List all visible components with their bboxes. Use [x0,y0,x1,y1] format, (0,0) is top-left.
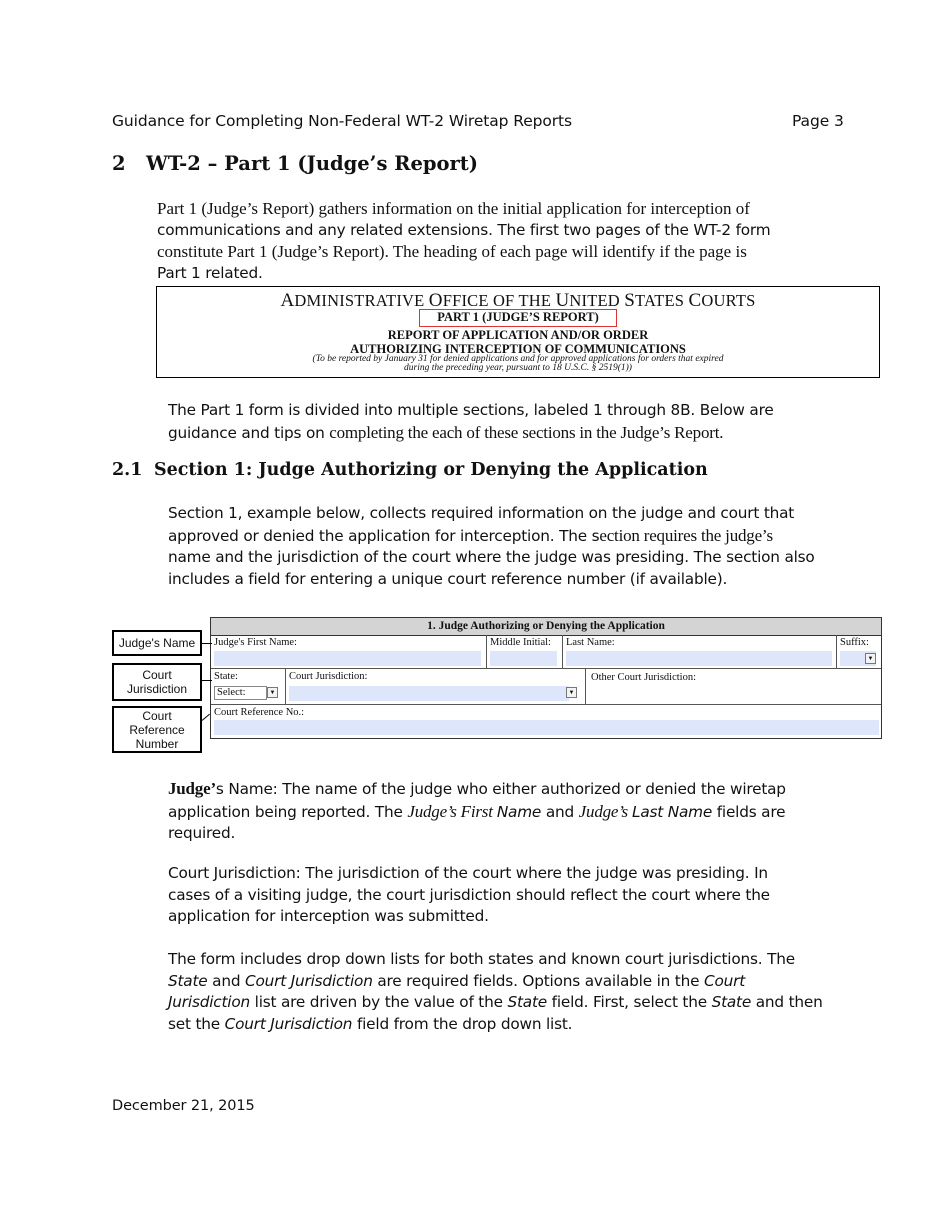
court-reference-cell [211,705,881,738]
dropdown-line-2 [168,971,868,993]
judge-name-and: and [541,802,579,821]
part1-line-2b: completing the each of these sections in the Judge’s Report. [329,422,724,442]
callout-judges-name [112,630,202,656]
court-jur-line-3: application for interception was submitted. [168,907,489,925]
dropdown-court-jur-term-2: Court Jurisdiction [224,1014,353,1033]
state-select[interactable] [214,686,267,700]
judge-name-line-1 [168,778,868,801]
callout-court-reference-line-3: Number [135,736,179,751]
banner-word-office: FFICE OF THE [442,291,556,310]
suffix-dropdown-arrow-icon[interactable]: ▼ [865,653,876,664]
callout-court-jurisdiction [112,663,202,701]
part1-banner [156,286,880,378]
dropdown-line-3-end: and then [751,993,823,1011]
banner-word-states: TATES [634,291,689,310]
dropdown-line-4 [168,1014,868,1036]
s21-line-2b: ection requires the judge’s [599,525,773,545]
dropdown-line-4a: set the [168,1014,225,1033]
section-2-1-title: Section 1: Judge Authorizing or Denying the Application [154,460,708,480]
judge-first-name-term-a: Judge’s First [407,801,497,821]
callout-judges-name-text: Judge's Name [118,636,196,650]
court-reference-label: Court Reference No.: [214,707,305,718]
banner-letter-o: O [428,290,443,311]
section-1-form [210,617,882,739]
banner-line-4: AUTHORIZING INTERCEPTION OF COMMUNICATIONS [350,342,686,356]
callout-judges-name-connector [202,643,212,644]
judge-name-line-2-end: fields are [712,802,786,821]
dropdown-court-term: Court [703,971,746,990]
middle-initial-label: Middle Initial: [490,637,551,648]
section-2-intro [157,198,857,284]
judge-name-line-3: required. [168,824,236,842]
s21-line-1: Section 1, example below, collects required information on the judge and court that [168,504,795,522]
state-dropdown-arrow-icon[interactable]: ▼ [267,687,278,698]
other-jurisdiction-cell [586,669,881,705]
judge-first-name-term-b: Name [496,802,542,821]
judge-name-lead-rest: s Name: [215,780,278,798]
callout-court-reference-line-1: Court [142,708,172,723]
section-2-title: WT-2 – Part 1 (Judge’s Report) [146,152,478,175]
suffix-cell [837,635,881,669]
intro-line-2-text: communications and any related extensions. The first two pages of the WT-2 form [157,220,771,239]
jurisdiction-label: Court Jurisdiction: [289,671,368,682]
banner-letter-a: A [280,290,295,311]
judge-last-name-term-b: Last Name [632,802,713,821]
middle-initial-cell [487,635,563,669]
banner-report-title [157,328,879,356]
state-select-value: Select: [217,687,246,698]
court-jurisdiction-paragraph [168,863,868,928]
judge-name-paragraph [168,778,868,845]
first-name-input[interactable] [214,651,481,666]
dropdown-line-3-mid: list are driven by the value of the [250,993,508,1011]
part1-line-1: The Part 1 form is divided into multiple sections, labeled 1 through 8B. Below are [168,401,774,419]
jurisdiction-cell [286,669,586,705]
first-name-cell [211,635,487,669]
part1-line-2a: guidance and tips on [168,423,330,442]
s21-line-2a: approved or denied the application for interception. The s [168,526,600,545]
intro-line-4: Part 1 related. [157,263,263,282]
first-name-label: Judge's First Name: [214,637,297,648]
court-jur-line-1: Court Jurisdiction: The jurisdiction of the court where the judge was presiding. In [168,864,768,882]
page-number: Page 3 [792,112,844,130]
dropdown-line-3 [168,992,868,1014]
state-cell [211,669,286,705]
dropdown-state-term-2: State [507,993,547,1011]
judge-last-name-term-a: Judge’s [578,801,632,821]
other-jurisdiction-label: Other Court Jurisdiction: [591,672,696,683]
dropdown-court-jur-term: Court Jurisdiction [245,971,373,990]
last-name-input[interactable] [566,651,832,666]
dropdown-line-2-mid: are required fields. Options available in the [372,971,704,990]
s21-line-4: includes a field for entering a unique court reference number (if available). [168,569,728,588]
dropdown-paragraph [168,949,868,1035]
suffix-label: Suffix: [840,637,869,648]
last-name-cell [563,635,837,669]
callout-court-reference-connector [202,714,210,721]
dropdown-state-term: State [168,971,208,990]
state-label: State: [214,671,238,682]
part1-line-2 [168,422,868,445]
banner-note-line-2: during the preceding year, pursuant to 18 U.S.C. § 2519(1)) [404,363,632,373]
dropdown-line-1: The form includes drop down lists for both states and known court jurisdictions. The [168,950,795,968]
form-title: 1. Judge Authorizing or Denying the Application [211,618,881,636]
banner-word-united: NITED [569,291,625,310]
last-name-label: Last Name: [566,637,615,648]
part1-sections-paragraph [168,400,868,444]
banner-part-label: PART 1 (JUDGE’S REPORT) [419,309,617,327]
jurisdiction-dropdown-arrow-icon[interactable]: ▼ [566,687,577,698]
judge-name-bold-lead: Judge’ [168,779,216,798]
banner-note-line-1: (To be reported by January 31 for denied applications and for approved applications for orders that expired [312,354,724,364]
callout-court-jurisdiction-line-2: Jurisdiction [126,682,188,696]
intro-line-3: constitute Part 1 (Judge’s Report). The heading of each page will identify if the page is [157,242,747,261]
section-2-1-number: 2.1 [112,460,143,480]
running-header-title: Guidance for Completing Non-Federal WT-2 Wiretap Reports [112,112,572,130]
court-jur-line-2: cases of a visiting judge, the court jurisdiction should reflect the court where the [168,885,770,904]
judge-name-line-2a: application being reported. The [168,802,408,821]
dropdown-and: and [207,971,246,990]
s21-line-2 [168,525,868,548]
middle-initial-input[interactable] [490,651,557,666]
callout-court-jurisdiction-line-1: Court [142,668,172,682]
intro-line-1: Part 1 (Judge’s Report) gathers information on the initial application for interception of [157,199,750,218]
banner-line-3: REPORT OF APPLICATION AND/OR ORDER [387,328,649,342]
s21-line-3: name and the jurisdiction of the court where the judge was presiding. The section also [168,548,815,566]
dropdown-jurisdiction-term: Jurisdiction [168,993,250,1011]
banner-letter-c: C [688,290,702,311]
banner-word-administrative: DMINISTRATIVE [294,291,429,310]
footer-date: December 21, 2015 [112,1098,255,1114]
intro-line-2 [157,220,857,242]
banner-word-courts: OURTS [701,291,756,310]
dropdown-line-4b: field from the drop down list. [352,1014,573,1033]
judge-name-line-1-rest: The name of the judge who either authorized or denied the wiretap [277,780,786,798]
callout-court-jurisdiction-connector [202,680,212,681]
banner-letter-s: S [624,290,635,311]
callout-court-reference [112,706,202,753]
section-2-number: 2 [112,152,126,175]
court-reference-input[interactable] [214,720,879,735]
section-2-1-paragraph [168,503,868,590]
jurisdiction-select[interactable] [289,686,569,701]
dropdown-state-term-3: State [711,993,752,1011]
callout-court-reference-line-2: Reference [129,722,185,737]
judge-name-line-2 [168,801,868,824]
banner-note [157,355,879,373]
banner-letter-u: U [555,290,570,311]
dropdown-line-3-mid-2: field. First, select the [546,993,712,1011]
